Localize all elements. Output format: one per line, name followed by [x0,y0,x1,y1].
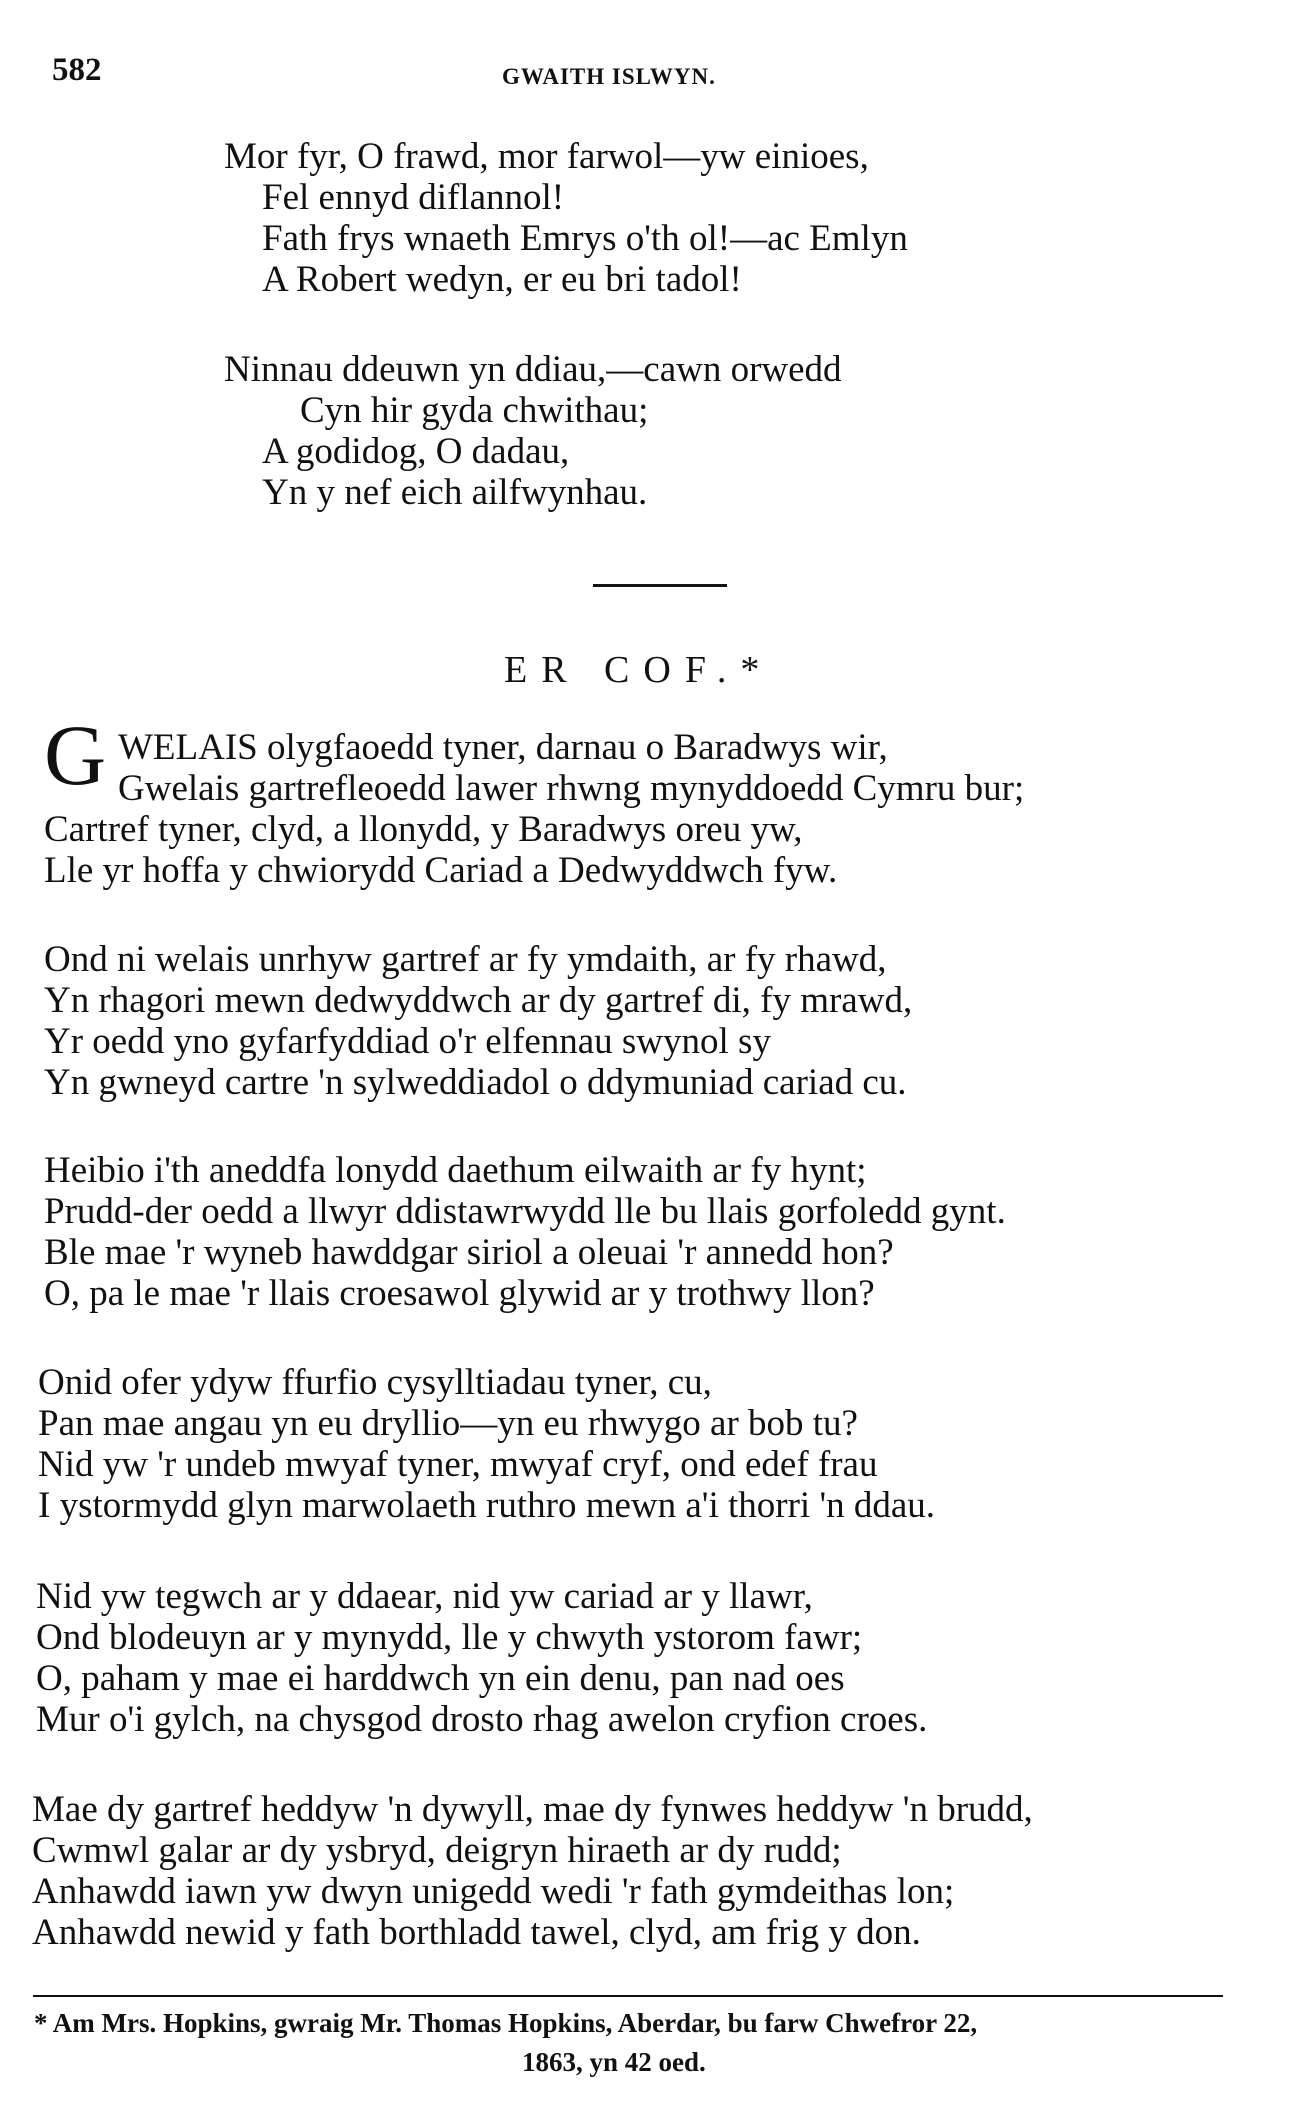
poem-2-line: Mae dy gartref heddyw 'n dywyll, mae dy fynwes heddyw 'n brudd, [32,1789,1033,1830]
poem-1-line: Cyn hir gyda chwithau; [300,390,649,431]
poem-1-line: A Robert wedyn, er eu bri tadol! [262,259,742,300]
running-title: GWAITH ISLWYN. [502,64,716,89]
poem-2-line: I ystormydd glyn marwolaeth ruthro mewn a'i thorri 'n ddau. [38,1485,936,1526]
poem-1-line: Fath frys wnaeth Emrys o'th ol!—ac Emlyn [262,218,908,259]
poem-2-line: Lle yr hoffa y chwiorydd Cariad a Dedwyddwch fyw. [44,850,838,891]
footnote-rule [33,1995,1223,1997]
poem-1-line: Yn y nef eich ailfwynhau. [262,472,648,513]
poem-2-line: O, pa le mae 'r llais croesawol glywid ar y trothwy llon? [44,1273,875,1314]
footnote-line: 1863, yn 42 oed. [522,2047,706,2077]
poem-2-line: Pan mae angau yn eu dryllio—yn eu rhwygo ar bob tu? [38,1403,858,1444]
poem-2-line: Onid ofer ydyw ffurfio cysylltiadau tyner, cu, [38,1362,712,1403]
poem-1-line: Fel ennyd diflannol! [262,177,565,218]
page-number: 582 [52,52,102,88]
poem-2-line: Ble mae 'r wyneb hawddgar siriol a oleuai 'r annedd hon? [44,1232,894,1273]
poem-2-line: Gwelais gartrefleoedd lawer rhwng mynyddoedd Cymru bur; [118,768,1025,809]
poem-2-line: Nid yw 'r undeb mwyaf tyner, mwyaf cryf, ond edef frau [38,1444,878,1485]
poem-2-line: Yn gwneyd cartre 'n sylweddiadol o ddymuniad cariad cu. [44,1062,907,1103]
section-divider [593,584,727,587]
poem-2-line: Nid yw tegwch ar y ddaear, nid yw cariad ar y llawr, [36,1576,813,1617]
poem-2-line: Ond blodeuyn ar y mynydd, lle y chwyth ystorom fawr; [36,1617,863,1658]
poem-2-line: Ond ni welais unrhyw gartref ar fy ymdaith, ar fy rhawd, [44,939,887,980]
poem-1-line: Ninnau ddeuwn yn ddiau,—cawn orwedd [224,349,842,390]
poem-2-line: Yn rhagori mewn dedwyddwch ar dy gartref di, fy mrawd, [44,980,913,1021]
poem-2-line: Yr oedd yno gyfarfyddiad o'r elfennau swynol sy [44,1021,771,1062]
poem-1-line: A godidog, O dadau, [262,431,570,472]
poem-2-line: WELAIS olygfaoedd tyner, darnau o Baradwys wir, [118,727,888,768]
drop-cap: G [44,707,107,803]
poem-2-line: Prudd-der oedd a llwyr ddistawrwydd lle bu llais gorfoledd gynt. [44,1191,1006,1232]
poem-2-line: Cartref tyner, clyd, a llonydd, y Baradwys oreu yw, [44,809,803,850]
poem-2-line: Heibio i'th aneddfa lonydd daethum eilwaith ar fy hynt; [44,1150,867,1191]
poem-2-line: Anhawdd newid y fath borthladd tawel, clyd, am frig y don. [32,1912,921,1953]
poem-2-line: O, paham y mae ei harddwch yn ein denu, pan nad oes [36,1658,845,1699]
poem-2-line: Mur o'i gylch, na chysgod drosto rhag awelon cryfion croes. [36,1699,928,1740]
poem-2-line: Anhawdd iawn yw dwyn unigedd wedi 'r fath gymdeithas lon; [32,1871,955,1912]
poem-title: ER COF.* [504,649,774,691]
poem-2-line: Cwmwl galar ar dy ysbryd, deigryn hiraeth ar dy rudd; [32,1830,842,1871]
footnote-line: * Am Mrs. Hopkins, gwraig Mr. Thomas Hopkins, Aberdar, bu farw Chwefror 22, [34,2008,978,2038]
poem-1-line: Mor fyr, O frawd, mor farwol—yw einioes, [224,136,869,177]
